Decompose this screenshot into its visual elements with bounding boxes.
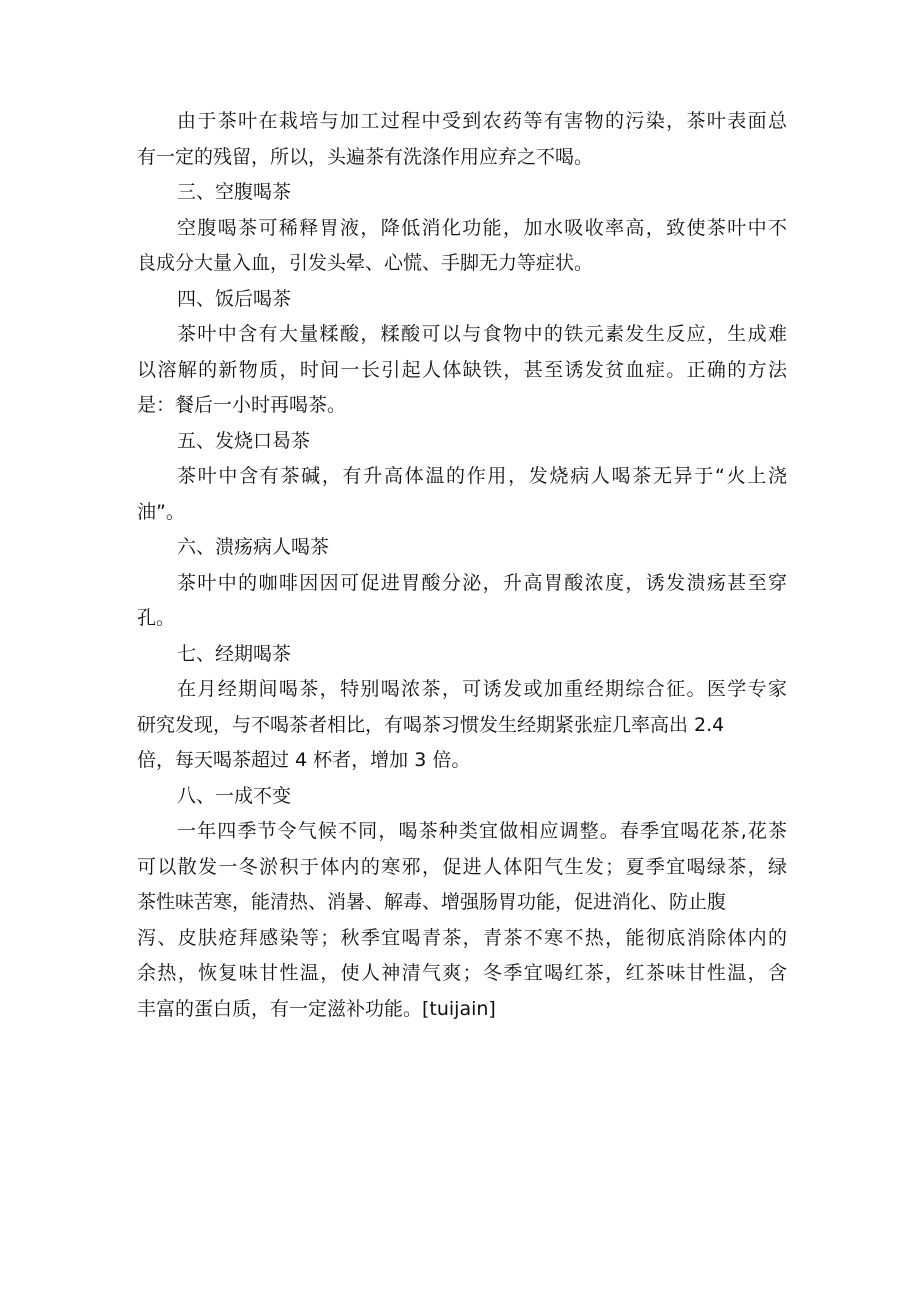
text-line: 良成分大量入血，引发头晕、心慌、手脚无力等症状。 — [137, 252, 594, 274]
text-line: 是：餐后一小时再喝茶。 — [137, 394, 347, 416]
text-line: 在月经期间喝茶，特别喝浓茶，可诱发或加重经期综合征。医学专家 — [177, 678, 787, 700]
section-heading: 八、一成不变 — [177, 784, 292, 807]
text-line: 空腹喝茶可稀释胃液，降低消化功能，加水吸收率高，致使茶叶中不 — [177, 216, 787, 239]
section-heading: 五、发烧口曷茶 — [177, 429, 311, 452]
text-line: 由于茶叶在栽培与加工过程中受到农药等有害物的污染，茶叶表面总 — [177, 110, 787, 132]
text-line: 茶性味苦寒，能清热、消暑、解毒、增强肠胃功能，促进消化、防止腹 — [137, 891, 727, 913]
text-line: 有一定的残留，所以，头遍茶有洗涤作用应弃之不喝。 — [137, 145, 594, 168]
text-line: 茶叶中的咖啡因因可促进胃酸分泌，升高胃酸浓度，诱发溃疡甚至穿 — [177, 571, 787, 594]
section-heading: 七、经期喝茶 — [177, 642, 292, 665]
section-heading: 六、溃疡病人喝茶 — [177, 536, 330, 558]
text-line: 丰富的蛋白质，有一定滋补功能。[tuijain] — [137, 997, 496, 1020]
section-heading: 四、饭后喝茶 — [177, 287, 292, 310]
text-line: 可以散发一冬淤积于体内的寒邪，促进人体阳气生发；夏季宜喝绿茶，绿 — [137, 855, 787, 878]
text-line: 以溶解的新物质，时间一长引起人体缺铁，甚至诱发贫血症。正确的方法 — [137, 358, 787, 381]
text-line: 茶叶中含有茶碱，有升高体温的作用，发烧病人喝茶无异于“火上浇 — [177, 465, 787, 487]
text-line: 泻、皮肤疮拜感染等；秋季宜喝青茶，青茶不寒不热，能彻底消除体内的 — [137, 926, 787, 949]
text-line: 研究发现，与不喝茶者相比，有喝茶习惯发生经期紧张症几率高出 2.4 — [137, 713, 725, 736]
document-body — [137, 104, 787, 1027]
text-line: 一年四季节令气候不同，喝茶种类宜做相应调整。春季宜喝花茶,花茶 — [177, 820, 787, 842]
text-line: 油”。 — [137, 500, 185, 523]
section-heading: 三、空腹喝茶 — [177, 181, 292, 203]
text-line: 余热，恢复味甘性温，使人神清气爽；冬季宜喝红茶，红茶味甘性温，含 — [137, 962, 787, 984]
text-line: 倍，每天喝茶超过 4 杯者，增加 3 倍。 — [137, 749, 471, 771]
text-line: 孔。 — [137, 607, 176, 629]
text-line: 茶叶中含有大量糅酸，糅酸可以与食物中的铁元素发生反应，生成难 — [177, 323, 787, 345]
